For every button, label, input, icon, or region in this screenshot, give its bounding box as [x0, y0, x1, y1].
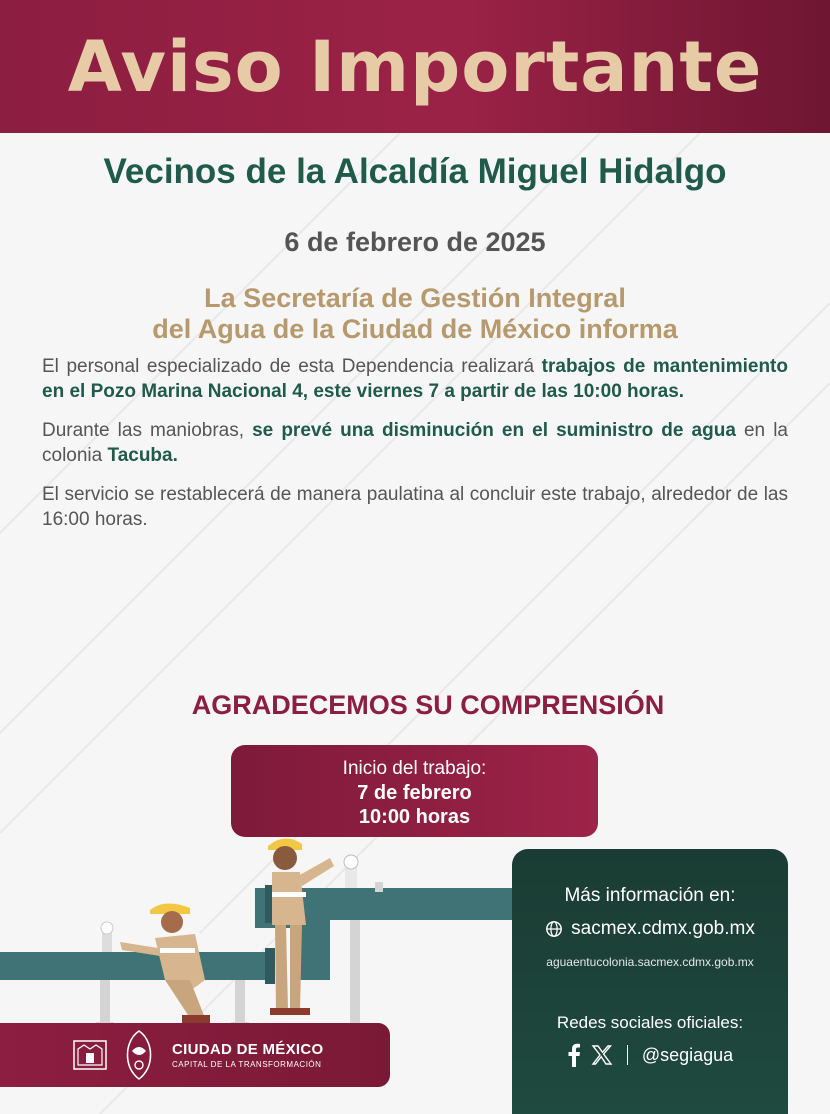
paragraph-2-colonia: Tacuba.	[107, 445, 178, 466]
globe-icon	[545, 920, 563, 938]
notice-body	[42, 354, 788, 546]
paragraph-2-highlight: se prevé una disminución en el suministro de agua	[252, 420, 736, 441]
page-title: Aviso Importante	[67, 25, 763, 108]
subtitle: Vecinos de la Alcaldía Miguel Hidalgo	[103, 152, 727, 191]
paragraph-2-text: Durante las maniobras,	[42, 420, 253, 441]
paragraph-1	[42, 354, 788, 404]
pipe-low	[0, 952, 270, 980]
footer-tagline: CAPITAL DE LA TRANSFORMACIÓN	[172, 1060, 322, 1069]
thanks-heading: AGRADECEMOS SU COMPRENSIÓN	[191, 690, 665, 720]
cdmx-coat-of-arms-icon	[70, 1035, 110, 1075]
agency-heading	[0, 283, 830, 345]
pipe-flange-2	[265, 948, 275, 984]
header-banner	[0, 0, 830, 133]
footer-bar	[0, 1023, 390, 1087]
paragraph-2-text-2: en la colonia	[42, 420, 788, 466]
social-separator	[627, 1045, 628, 1065]
info-panel	[512, 849, 788, 1114]
start-label: Inicio del trabajo:	[342, 758, 487, 779]
website-row	[512, 918, 788, 940]
agency-line-1: La Secretaría de Gestión Integral	[204, 283, 626, 313]
eagle-emblem-icon	[118, 1027, 160, 1083]
footer-brand	[172, 1041, 323, 1069]
paragraph-3: El servicio se restablecerá de manera paulatina al concluir este trabajo, alrededor de las 16:00 horas.	[42, 484, 788, 530]
social-label: Redes sociales oficiales:	[556, 1013, 744, 1032]
start-date: 7 de febrero	[357, 782, 472, 804]
social-handle[interactable]: @segiagua	[641, 1044, 734, 1065]
paragraph-2	[42, 418, 788, 468]
facebook-icon[interactable]	[567, 1043, 581, 1067]
paragraph-1-highlight: trabajos de mantenimiento en el Pozo Marina Nacional 4, este viernes 7 a partir de las 10:00 horas.	[42, 356, 788, 402]
agency-line-2: del Agua de la Ciudad de México informa	[152, 314, 678, 344]
social-row	[512, 1043, 788, 1067]
paragraph-1-text: El personal especializado de esta Dependencia realizará	[42, 356, 542, 377]
footer-name: CIUDAD DE MÉXICO	[172, 1041, 324, 1058]
start-box	[231, 745, 598, 837]
date: 6 de febrero de 2025	[284, 227, 546, 257]
start-time: 10:00 horas	[358, 806, 471, 828]
more-info-label: Más información en:	[564, 885, 736, 906]
x-icon[interactable]	[591, 1044, 613, 1066]
website-link-2[interactable]: aguaentucolonia.sacmex.cdmx.gob.mx	[546, 955, 754, 969]
website-link[interactable]: sacmex.cdmx.gob.mx	[571, 918, 755, 939]
